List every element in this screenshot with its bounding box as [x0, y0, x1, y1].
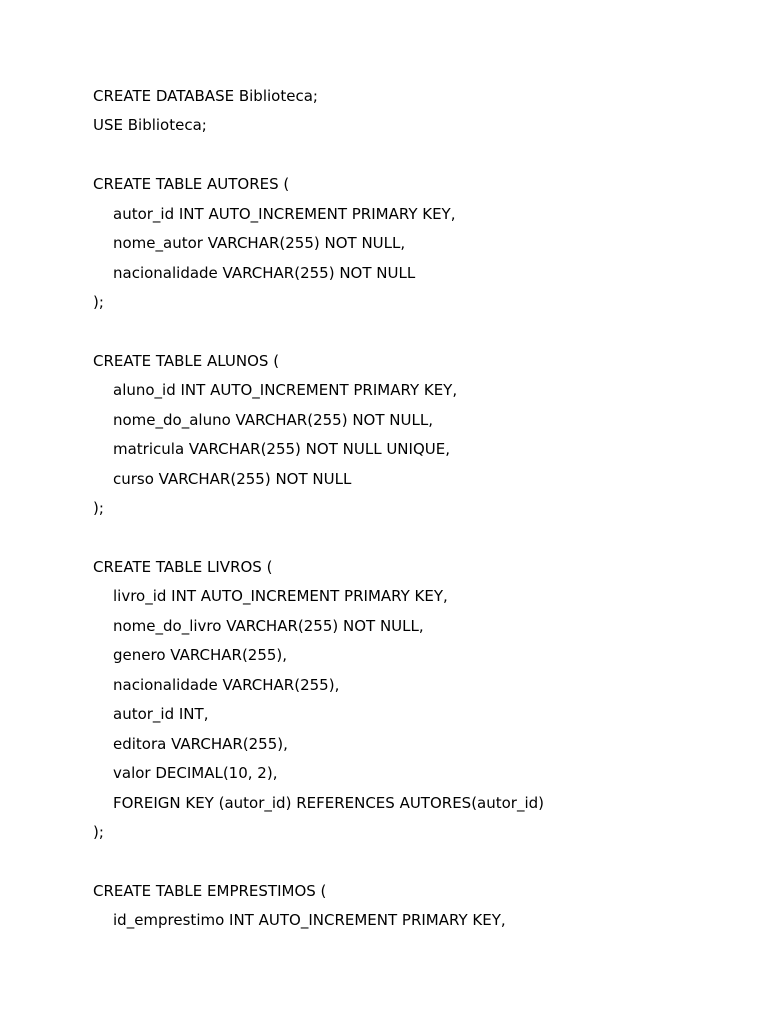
code-line: editora VARCHAR(255), [113, 734, 288, 753]
code-line: aluno_id INT AUTO_INCREMENT PRIMARY KEY, [113, 381, 458, 400]
code-line: id_emprestimo INT AUTO_INCREMENT PRIMARY KEY, [113, 911, 506, 930]
code-line: genero VARCHAR(255), [113, 646, 288, 665]
code-line: matricula VARCHAR(255) NOT NULL UNIQUE, [113, 440, 450, 459]
code-line: nome_autor VARCHAR(255) NOT NULL, [113, 234, 406, 253]
blank-line [93, 143, 753, 172]
blank-line [93, 849, 753, 878]
code-line: nacionalidade VARCHAR(255) NOT NULL [113, 263, 416, 282]
code-line: autor_id INT, [113, 705, 209, 724]
sql-code-block [93, 84, 753, 938]
code-line: CREATE TABLE ALUNOS ( [93, 351, 280, 370]
code-line: nacionalidade VARCHAR(255), [113, 675, 340, 694]
code-line: ); [93, 822, 104, 841]
code-line: autor_id INT AUTO_INCREMENT PRIMARY KEY, [113, 204, 456, 223]
code-line: CREATE TABLE AUTORES ( [93, 175, 290, 194]
code-line: nome_do_aluno VARCHAR(255) NOT NULL, [113, 410, 433, 429]
code-line: USE Biblioteca; [93, 116, 207, 135]
code-line: CREATE DATABASE Biblioteca; [93, 87, 318, 105]
code-line: ); [93, 499, 104, 518]
blank-line [93, 526, 753, 555]
code-line: livro_id INT AUTO_INCREMENT PRIMARY KEY, [113, 587, 448, 606]
code-line: ); [93, 293, 104, 312]
code-line: FOREIGN KEY (autor_id) REFERENCES AUTORES(autor_id) [113, 793, 545, 812]
code-line: CREATE TABLE LIVROS ( [93, 558, 273, 576]
code-line: curso VARCHAR(255) NOT NULL [113, 469, 352, 488]
code-line: valor DECIMAL(10, 2), [113, 764, 278, 783]
code-line: nome_do_livro VARCHAR(255) NOT NULL, [113, 616, 424, 635]
blank-line [93, 320, 753, 349]
code-line: CREATE TABLE EMPRESTIMOS ( [93, 881, 327, 900]
